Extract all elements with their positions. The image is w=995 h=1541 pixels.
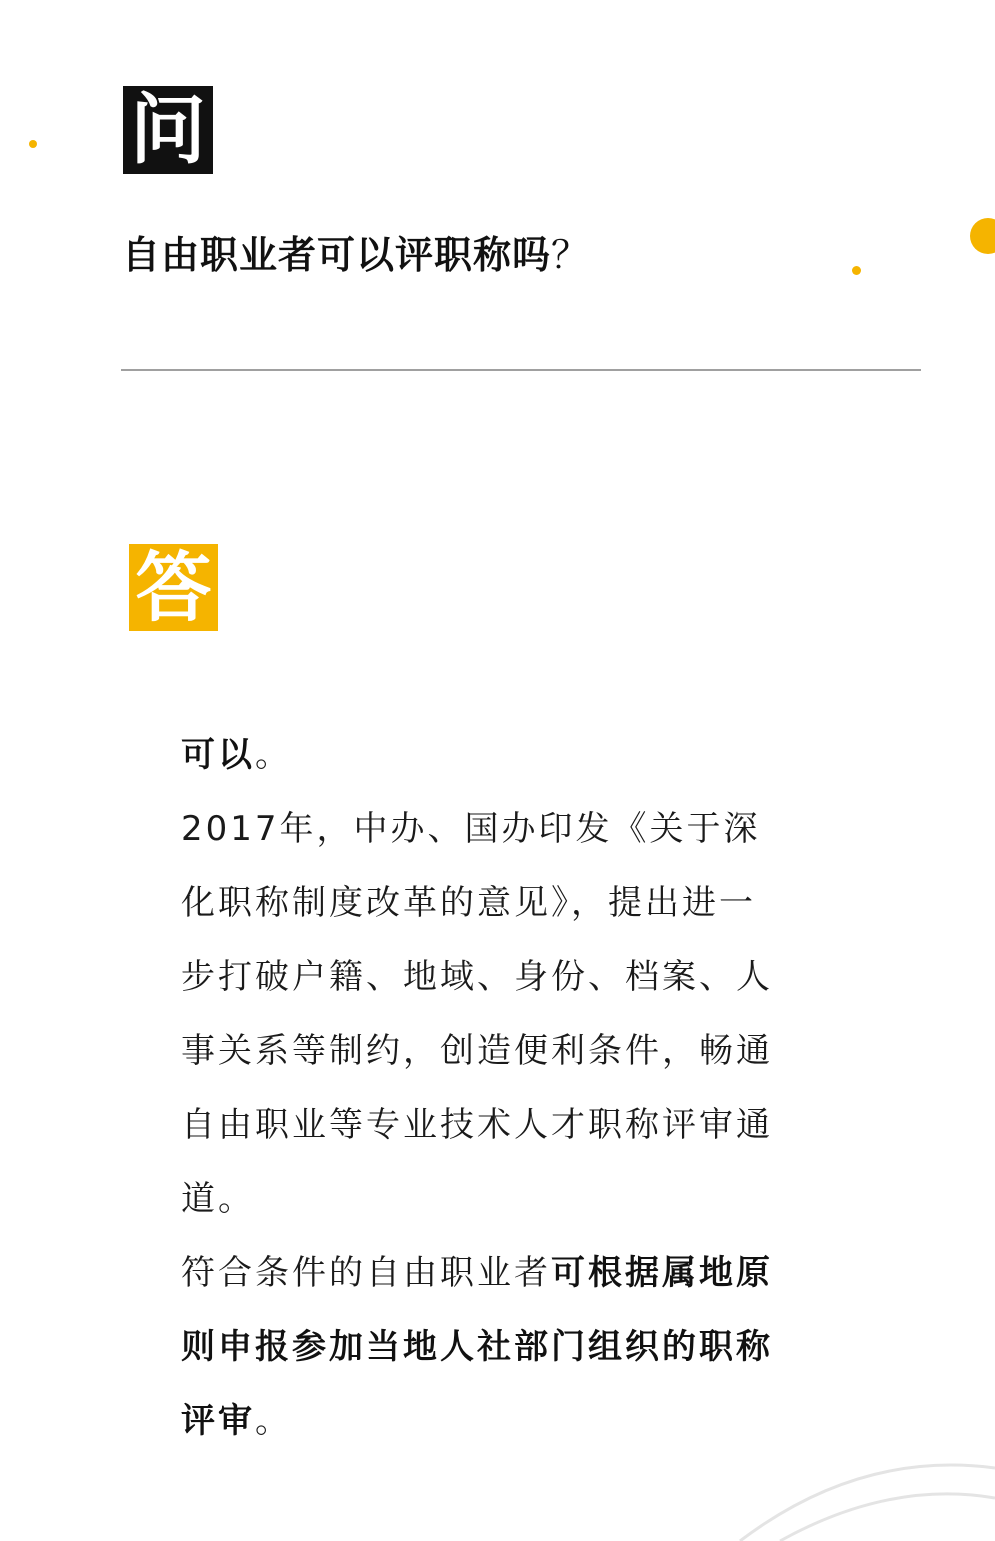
- answer-paragraph-2: [181, 1236, 791, 1458]
- question-badge: 问: [123, 86, 213, 174]
- answer-badge: 答: [129, 544, 218, 631]
- answer-paragraph-2-normal: 符合条件的自由职业者: [181, 1253, 551, 1293]
- question-title-text: 自由职业者可以评职称吗: [122, 233, 552, 277]
- answer-paragraph-2-bold: 可根据属地原则申报参加当地人社部门组织的职称评审: [181, 1253, 773, 1441]
- answer-paragraph-1: 2017年，中办、国办印发《关于深化职称制度改革的意见》，提出进一步打破户籍、地域、身份、档案、人事关系等制约，创造便利条件，畅通自由职业等专业技术人才职称评审通道。: [181, 809, 773, 1219]
- question-mark: ？: [551, 233, 591, 277]
- answer-lead-punct: 。: [255, 735, 292, 775]
- decor-dot-left: [29, 140, 37, 148]
- question-title: [122, 224, 590, 279]
- decor-arcs: [700, 1440, 995, 1541]
- divider: [121, 369, 921, 371]
- decor-dot-large: [970, 218, 995, 254]
- answer-lead: [181, 718, 791, 792]
- answer-body: [181, 718, 791, 1458]
- answer-paragraph-2-end: 。: [255, 1401, 292, 1441]
- answer-lead-bold: 可以: [181, 735, 255, 775]
- decor-dot-small: [852, 266, 861, 275]
